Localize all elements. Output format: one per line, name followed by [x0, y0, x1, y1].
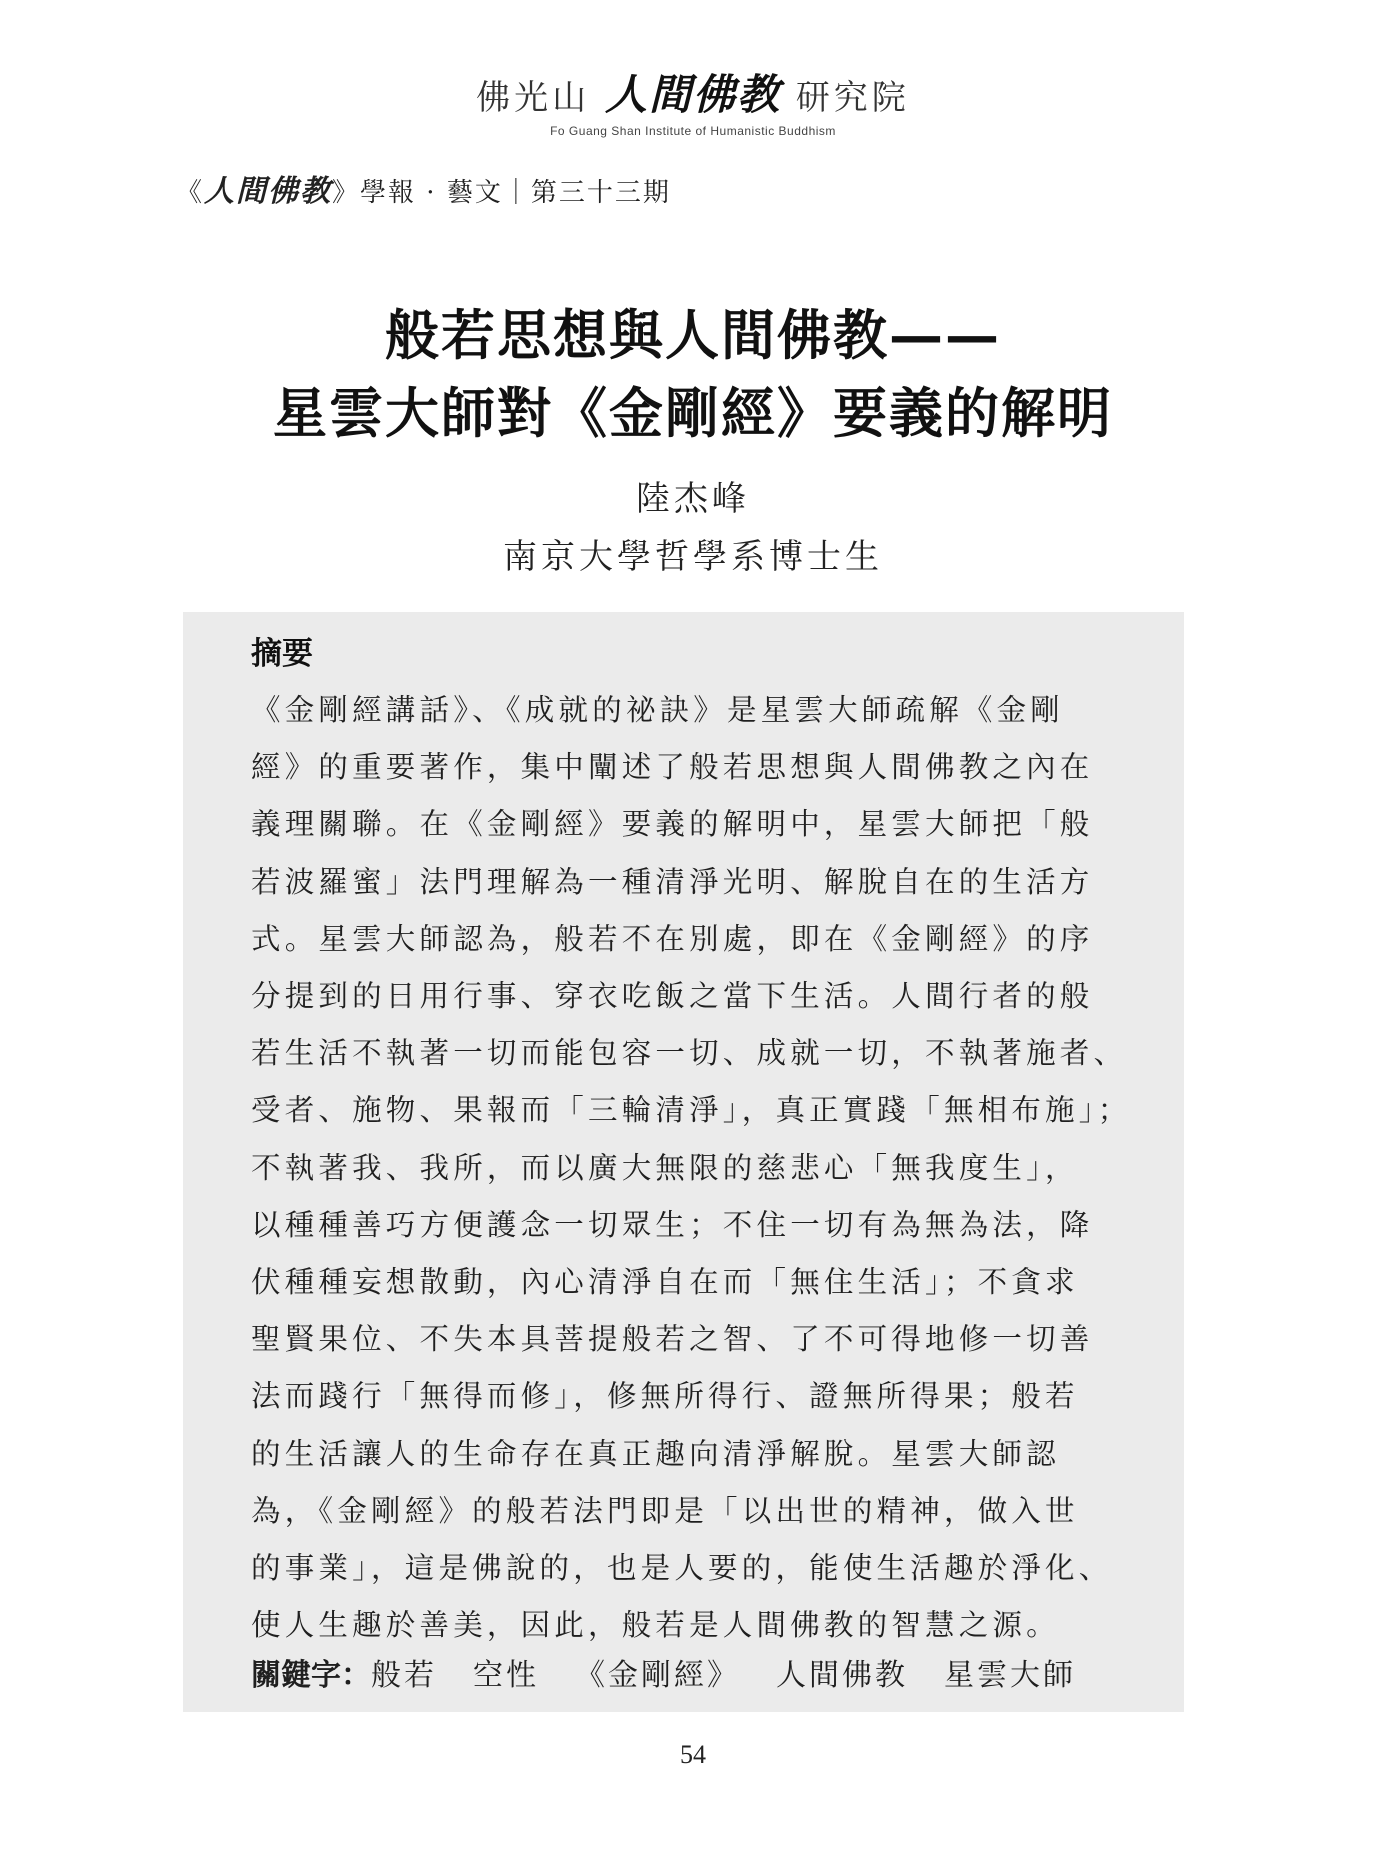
abstract-line: 分提到的日用行事、穿衣吃飯之當下生活。人間行者的般 [251, 979, 1094, 1014]
abstract-line: 為，《金剛經》的般若法門即是「以出世的精神，做入世 [251, 1493, 1079, 1528]
journal-running-header [176, 166, 671, 210]
journal-close-bracket: 》 [332, 178, 361, 208]
keyword-item: 《金剛經》 [575, 1658, 740, 1693]
journal-open-bracket: 《 [176, 178, 205, 208]
institute-english-name: Fo Guang Shan Institute of Humanistic Buddhism [550, 124, 836, 138]
abstract-box [183, 612, 1184, 1712]
abstract-line: 式。星雲大師認為，般若不在別處，即在《金剛經》的序 [251, 921, 1094, 956]
keyword-item: 般若 [371, 1658, 437, 1693]
abstract-heading: 摘要 [251, 636, 313, 672]
abstract-line: 若生活不執著一切而能包容一切、成就一切，不執著施者、 [251, 1036, 1128, 1071]
article-title [0, 296, 1386, 452]
journal-name-rest: 學報 · 藝文｜第三十三期 [360, 178, 671, 208]
abstract-line: 伏種種妄想散動，內心清淨自在而「無住生活」；不貪求 [251, 1265, 1079, 1300]
author-affiliation: 南京大學哲學系博士生 [503, 537, 883, 577]
author-block [0, 470, 1386, 586]
abstract-line: 以種種善巧方便護念一切眾生；不住一切有為無為法，降 [251, 1207, 1094, 1242]
title-line-2: 星雲大師對《金剛經》要義的解明 [273, 381, 1113, 445]
journal-brand-calligraphy: 人間佛教 [204, 174, 333, 209]
abstract-line: 若波羅蜜」法門理解為一種清淨光明、解脫自在的生活方 [251, 864, 1094, 899]
page-number: 54 [680, 1740, 706, 1769]
keyword-item: 人間佛教 [776, 1658, 908, 1693]
abstract-body [251, 682, 1132, 1654]
institute-name [0, 62, 1386, 122]
institute-suffix: 研究院 [795, 78, 910, 118]
abstract-line: 經》的重要著作，集中闡述了般若思想與人間佛教之內在 [251, 750, 1094, 785]
abstract-line: 義理關聯。在《金剛經》要義的解明中，星雲大師把「般 [251, 807, 1094, 842]
abstract-line: 的生活讓人的生命存在真正趣向清淨解脫。星雲大師認 [251, 1436, 1060, 1471]
keyword-item: 星雲大師 [944, 1658, 1076, 1693]
title-line-1: 般若思想與人間佛教—— [385, 303, 1001, 367]
author-name: 陸杰峰 [636, 479, 750, 519]
keyword-item: 空性 [473, 1658, 539, 1693]
institute-prefix: 佛光山 [476, 78, 591, 118]
abstract-line: 《金剛經講話》、《成就的祕訣》是星雲大師疏解《金剛 [251, 693, 1065, 727]
abstract-line: 的事業」，這是佛說的，也是人要的，能使生活趣於淨化、 [251, 1551, 1113, 1586]
abstract-line: 法而踐行「無得而修」，修無所得行、證無所得果；般若 [251, 1379, 1079, 1414]
keywords-row [251, 1650, 1112, 1694]
abstract-line: 聖賢果位、不失本具菩提般若之智、了不可得地修一切善 [251, 1322, 1094, 1357]
institute-logo [0, 62, 1386, 138]
abstract-line: 使人生趣於善美，因此，般若是人間佛教的智慧之源。 [251, 1608, 1060, 1643]
abstract-line: 不執著我、我所，而以廣大無限的慈悲心「無我度生」， [251, 1150, 1079, 1185]
abstract-line: 受者、施物、果報而「三輪清淨」，真正實踐「無相布施」； [251, 1093, 1132, 1128]
institute-brand-calligraphy: 人間佛教 [604, 70, 781, 119]
keywords-label: 關鍵字： [251, 1658, 371, 1693]
